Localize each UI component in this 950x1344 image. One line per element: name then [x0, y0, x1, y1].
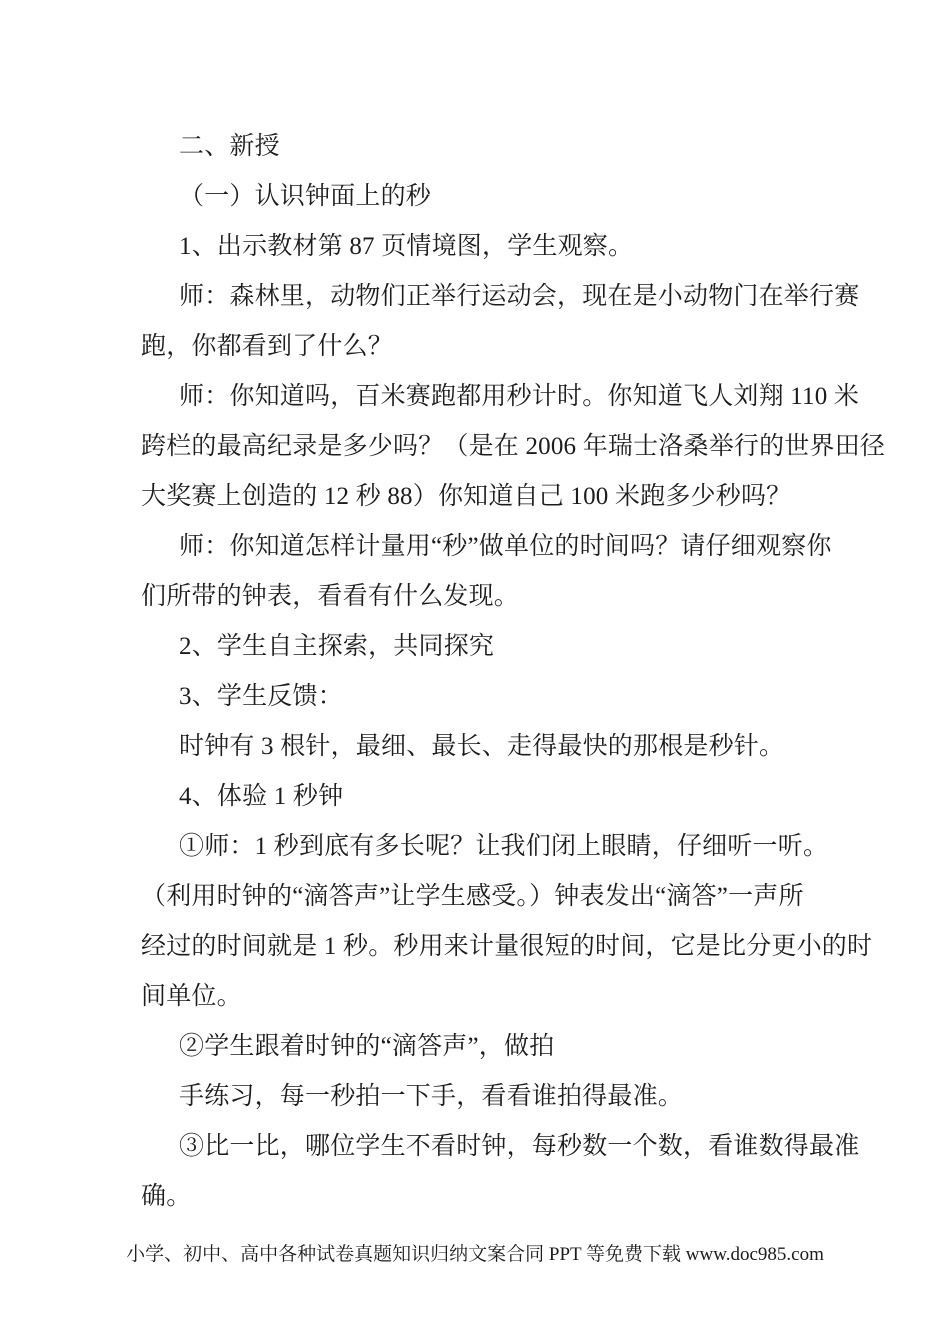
text-line: 们所带的钟表，看看有什么发现。: [141, 583, 520, 610]
text-line: （利用时钟的“滴答声”让学生感受。）钟表发出“滴答”一声所: [141, 883, 804, 910]
text-line: 3、学生反馈：: [179, 683, 343, 710]
text-line: 师：你知道怎样计量用“秒”做单位的时间吗？请仔细观察你: [179, 533, 832, 560]
text-line: 师：森林里，动物们正举行运动会，现在是小动物门在举行赛: [179, 283, 860, 310]
text-line: 经过的时间就是 1 秒。秒用来计量很短的时间，它是比分更小的时: [141, 933, 873, 960]
text-line: 师：你知道吗，百米赛跑都用秒计时。你知道飞人刘翔 110 米: [179, 383, 860, 410]
text-line: ②学生跟着时钟的“滴答声”，做拍: [179, 1033, 555, 1060]
text-line: ①师：1 秒到底有多长呢？让我们闭上眼睛，仔细听一听。: [179, 833, 829, 860]
text-line: （一）认识钟面上的秒: [179, 183, 432, 210]
text-line: 二、新授: [179, 133, 280, 160]
text-line: 大奖赛上创造的 12 秒 88）你知道自己 100 米跑多少秒吗？: [141, 483, 792, 510]
text-line: 2、学生自主探索，共同探究: [179, 633, 495, 660]
text-line: 间单位。: [141, 983, 242, 1010]
text-line: 手练习，每一秒拍一下手，看看谁拍得最准。: [179, 1083, 684, 1110]
text-line: 跨栏的最高纪录是多少吗？（是在 2006 年瑞士洛桑举行的世界田径: [141, 433, 886, 460]
text-line: 1、出示教材第 87 页情境图，学生观察。: [179, 233, 634, 260]
text-line: 4、体验 1 秒钟: [179, 783, 344, 810]
text-line: 时钟有 3 根针，最细、最长、走得最快的那根是秒针。: [179, 733, 785, 760]
text-line: 确。: [141, 1183, 192, 1210]
text-line: 跑，你都看到了什么？: [141, 333, 394, 360]
text-line: ③比一比，哪位学生不看时钟，每秒数一个数，看谁数得最准: [179, 1133, 860, 1160]
document-body: [141, 122, 886, 1222]
page-footer: [0, 1242, 950, 1268]
footer-watermark-text: 小学、初中、高中各种试卷真题知识归纳文案合同 PPT 等免费下载 www.doc985.com: [126, 1244, 824, 1265]
